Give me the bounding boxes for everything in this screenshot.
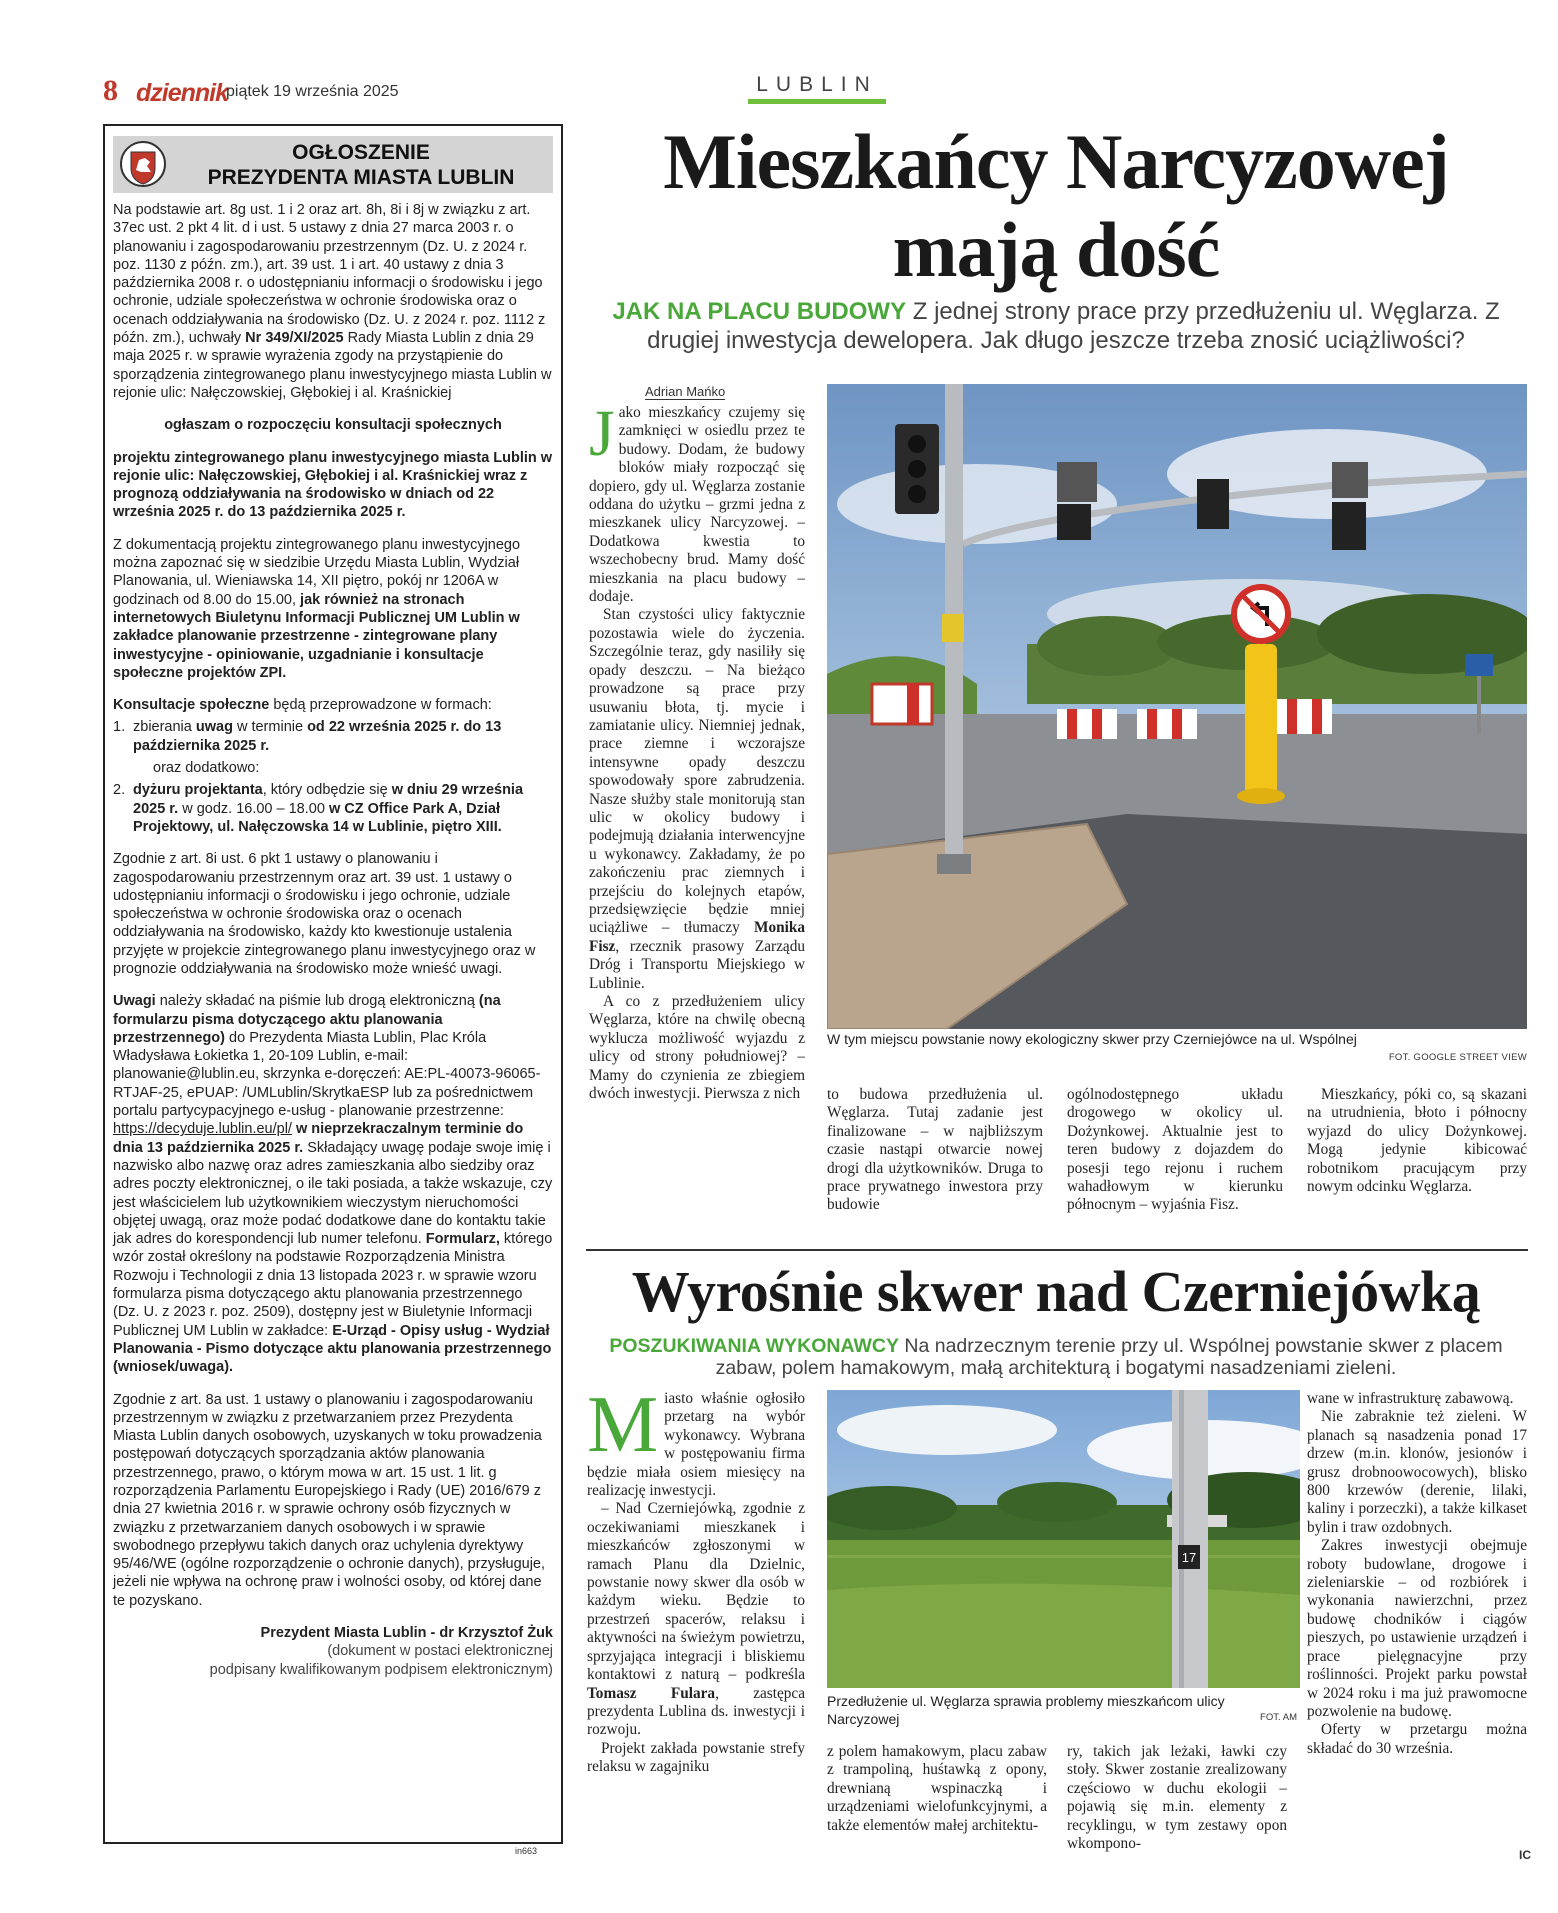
- consultation-item-2: 2. dyżuru projektanta, który odbędzie się w dniu 29 września 2025 r. w godz. 16.00 – 18.00 w CZ Office Park A, Dział Projektowy, ul. Nałęczowska 14 w Lublinie, piętro XIII.: [113, 782, 524, 835]
- article1-dropcap: J: [589, 397, 615, 470]
- article1-headline-line2: mają dość: [892, 206, 1220, 293]
- article2-column-2: z polem hamakowym, placu zabaw z trampoliną, huśtawką z opony, drewnianą wspinaczką i urządzeniami wielofunkcyjnymi, a także elementów małej architektu-: [827, 1743, 1047, 1834]
- article2-photo: [827, 1390, 1300, 1688]
- issue-date: piątek 19 września 2025: [226, 83, 399, 100]
- pole-number: 17: [1181, 1550, 1197, 1565]
- article1-lead: JAK NA PLACU BUDOWY Z jednej strony prace przy przedłużeniu ul. Węglarza. Z drugiej inwestycja dewelopera. Jak długo jeszcze trzeba znosić uciążliwości?: [612, 298, 1500, 354]
- article2-column-1: Miasto właśnie ogłosiło przetarg na wybór wykonawcy. Wybrana w postępowaniu firma będzie miała osiem miesięcy na realizację inwestycji. – Nad Czerniejówką, zgodnie z oczekiwaniami mieszkanek i mieszkańców zgłoszonymi w ramach Planu dla Dzielnic, powstanie nowy skwer dla osób w każdym wieku. Będzie to przestrzeń spacerów, relaksu i aktywności na świeżym powietrzu, sprzyjająca integracji i bliskiemu kontaktowi z naturą – podkreśla Tomasz Fulara, zastępca prezydenta Lublina ds. inwestycji i rozwoju. Projekt zakłada powstanie strefy relaksu w zagajniku: [587, 1381, 806, 1776]
- consultation-item-1: 1. zbierania uwag w terminie od 22 września 2025 r. do 13 października 2025 r.: [113, 719, 502, 754]
- consultation-lead: ogłaszam o rozpoczęciu konsultacji społecznych: [164, 417, 502, 434]
- newspaper-logo: dziennik: [136, 79, 229, 107]
- city-crest-icon: [119, 140, 167, 188]
- signature-note-2: podpisany kwalifikowanym podpisem elektronicznym): [209, 1661, 553, 1678]
- article1-column-1: Jako mieszkańcy czujemy się zamknięci w osiedlu przez te budowy. Dodam, że budowy bloków miały rozpocząć się dopiero, gdy ul. Węglarza zostanie oddana do użytku – grzmi jedna z mieszkanek ulicy Narcyzowej. – Dodatkowa kwestia to wszechobecny brud. Mamy dość mieszkania na placu budowy – dodaje. Stan czystości ulicy faktycznie pozostawia wiele do życzenia. Szczególnie teraz, gdy nasiliły się opady deszczu. – Na bieżąco prowadzone są prace przy usuwaniu błota, tj. mycie i zamiatanie ulicy. Niemniej jednak, prace ziemne i wczorajsze intensywne opady deszczu spowodowały spore zabrudzenia. Nasze służby stale monitorują stan ulic w okolicy budowy i podejmują działania interwencyjne u wykonawcy. Zakładamy, że po zakończeniu prac ziemnych i przejściu do kolejnych etapów, przedsięwzięcie będzie mniej uciążliwe – tłumaczy Monika Fisz, rzecznik prasowy Zarządu Dróg i Transportu Miejskiego w Lublinie. A co z przedłużeniem ulicy Węglarza, które na chwilę obecną wyklucza możliwość wyjazdu z ulicy od strony południowej? – Mamy do czynienia ze zbiegiem dwóch inwestycji. Pierwsza z nich: [589, 397, 806, 1103]
- signature: Prezydent Miasta Lublin - dr Krzysztof Żuk: [260, 1625, 553, 1642]
- project-statement: projektu zintegrowanego planu inwestycyjnego miasta Lublin w rejonie ulic: Nałęczowskiej, Głębokiej i al. Kraśnickiej wraz z prognozą oddziaływania na środowisko w dniach od 22 września 2025 r. do 13 października 2025 r.: [113, 449, 553, 521]
- page-number: 8: [103, 74, 118, 107]
- article1-author: Adrian Mańko: [645, 384, 726, 399]
- announcement-title-line2: PREZYDENTA MIASTA LUBLIN: [207, 166, 515, 189]
- consultation-forms: Konsultacje społeczne będą przeprowadzone w formach:: [113, 697, 492, 714]
- article1-headline-line1: Mieszkańcy Narcyzowej: [663, 118, 1449, 205]
- objection-procedure: Uwagi należy składać na piśmie lub drogą elektroniczną (na formularzu pisma dotyczącego aktu planowania przestrzennego) do Prezydenta Miasta Lublin, Plac Króla Władysława Łokietka 1, 20-109 Lublin, e-mail: planowanie@lublin.eu, skrzynka e-doręczeń: AE:PL-40073-96065-RTJAF-25, ePUAP: /UMLublin/SkrytkaESP lub za pośrednictwem portalu partycypacyjnego e-usług - planowanie przestrzenne: https://decyduje.lublin.eu/pl/ w nieprzekraczalnym terminie do dnia 13 października 2025 r. Składający uwagę podaje swoje imię i nazwisko albo nazwę oraz adres zamieszkania albo siedziby oraz adres poczty elektronicznej, o ile taki posiada, a także wskazuje, czy jest właścicielem lub użytkownikiem wieczystym nieruchomości objętej uwagą, oraz może podać dodatkowe dane do kontaktu takie jak adres do korespondencji lub numer telefonu. Formularz, którego wzór został określony na podstawie Rozporządzenia Ministra Rozwoju i Technologii z dnia 13 listopada 2023 r. w sprawie wzoru formularza pisma dotyczącego aktu planowania przestrzennego (Dz. U. z 2023 r. poz. 2509), dostępny jest w Biuletynie Informacji Publicznej UM Lublin w zakładce: E-Urząd - Opisy usług - Wydział Planowania - Pismo dotyczące aktu planowania przestrzennego (wniosek/uwaga).: [113, 993, 553, 1376]
- consultation-item-mid: oraz dodatkowo:: [153, 760, 260, 777]
- article2-column-3: ry, takich jak leżaki, ławki czy stoły. Skwer zostanie zrealizowany częściowo w duchu ekologii – pojawią się m.in. elementy z recyklingu, w tym zestawy opon wkompono-: [1067, 1743, 1287, 1853]
- article1-column-3: ogólnodostępnego układu drogowego w okolicy ul. Dożynkowej. Aktualnie jest to teren budowy z dojazdem do posesji tego rejonu i ruchem wahadłowym w kierunku północnym – wyjaśnia Fisz.: [1067, 1086, 1283, 1214]
- article1-photo-credit: FOT. GOOGLE STREET VIEW: [1388, 1052, 1527, 1063]
- signature-note-1: (dokument w postaci elektronicznej: [327, 1643, 553, 1660]
- article1-photo-caption: W tym miejscu powstanie nowy ekologiczny skwer przy Czerniejówce na ul. Wspólnej: [827, 1031, 1357, 1047]
- article-divider: [586, 1249, 1528, 1251]
- article1-column-2: to budowa przedłużenia ul. Węglarza. Tutaj zadanie jest finalizowane – w najbliższym czasie nastąpi otwarcie nowej drogi dla użytkowników. Druga to prace prywatnego inwestora przy budowie: [827, 1086, 1043, 1214]
- article2-lead: POSZUKIWANIA WYKONAWCY Na nadrzecznym terenie przy ul. Wspólnej powstanie skwer z placem zabaw, polem hamakowym, małą architekturą i bogatymi nasadzeniami zieleni.: [609, 1335, 1503, 1379]
- legal-basis: Na podstawie art. 8g ust. 1 i 2 oraz art. 8h, 8i i 8j w związku z art. 37ec ust. 2 pkt 4 lit. d i ust. 5 ustawy z dnia 27 marca 2003 r. o planowaniu i zagospodarowaniu przestrzennym (Dz. U. z 2024 r. poz. 1130 z późn. zm.), art. 39 ust. 1 i art. 40 ustawy z dnia 3 października 2008 r. o udostępnianiu informacji o środowisku i jego ochronie, udziale społeczeństwa w ochronie środowiska oraz o ocenach oddziaływania na środowisko (Dz. U. z 2024 r. poz. 1112 z późn. zm.), uchwały Nr 349/XI/2025 Rady Miasta Lublin z dnia 29 maja 2025 r. w sprawie wyrażenia zgody na przystąpienie do sporządzenia zintegrowanego planu inwestycyjnego miasta Lublin w rejonie ulic: Nałęczowskiej, Głębokiej i al. Kraśnickiej: [113, 202, 552, 401]
- announcement-title: [173, 140, 549, 190]
- article2-headline: Wyrośnie skwer nad Czerniejówką: [631, 1259, 1481, 1324]
- article2-kicker: POSZUKIWANIA WYKONAWCY: [609, 1335, 899, 1357]
- article1-photo: [827, 384, 1527, 1029]
- author-initials: IC: [1519, 1848, 1531, 1862]
- ad-code: in663: [515, 1846, 538, 1856]
- documentation-info: Z dokumentacją projektu zintegrowanego planu inwestycyjnego można zapoznać się w siedzibie Urzędu Miasta Lublin, Wydział Planowania, ul. Wieniawska 14, XII piętro, pokój nr 1206A w godzinach od 8.00 do 15.00, jak również na stronach internetowych Biuletynu Informacji Publicznej UM Lublin w zakładce planowanie przestrzenne - zintegrowane plany inwestycyjne - opiniowanie, uzgadnianie i konsultacje społeczne projektów ZPI.: [113, 536, 521, 681]
- announcement-header: [113, 136, 553, 193]
- announcement-title-line1: OGŁOSZENIE: [292, 141, 430, 164]
- article2-photo-credit: FOT. AM: [1260, 1712, 1297, 1723]
- article1-column-4: Mieszkańcy, póki co, są skazani na utrudnienia, błoto i północny wyjazd do ulicy Dożynkowej. Mogą jedynie kibicować robotnikom pracującym przy nowym odcinku Węglarza.: [1307, 1086, 1527, 1196]
- article1-kicker: JAK NA PLACU BUDOWY: [612, 298, 907, 325]
- consultation-portal-link[interactable]: https://decyduje.lublin.eu/pl/: [113, 1121, 292, 1138]
- article1-headline: [586, 118, 1526, 294]
- article2-dropcap: M: [587, 1381, 659, 1469]
- gdpr-notice: Zgodnie z art. 8a ust. 1 ustawy o planowaniu i zagospodarowaniu przestrzennym w związku z przetwarzaniem przez Prezydenta Miasta Lublin danych osobowych, uzyskanych w toku prowadzenia postępowań dotyczących sporządzania aktów planowania przestrzennego, prawo, o którym mowa w art. 15 ust. 1 lit. g rozporządzenia Parlamentu Europejskiego i Rady (UE) 2016/679 z dnia 27 kwietnia 2016 r. w sprawie ochrony osób fizycznych w związku z przetwarzaniem danych osobowych i w sprawie swobodnego przepływu takich danych oraz uchylenia dyrektywy 95/46/WE (ogólne rozporządzenie o ochronie danych), przysługuje, jeżeli nie wpływa na ochronę praw i wolności osoby, od której dane te pozyskano.: [113, 1391, 546, 1609]
- objection-right: Zgodnie z art. 8i ust. 6 pkt 1 ustawy o planowaniu i zagospodarowaniu przestrzennym oraz art. 39 ust. 1 ustawy o udostępnianiu informacji o środowisku i jego ochronie, udziale społeczeństwa w ochronie środowiska oraz o ocenach oddziaływania na środowisko, każdy kto kwestionuje ustalenia przyjęte w projekcie zintegrowanego planu inwestycyjnego oraz w prognozie oddziaływania na środowisko może wnieść uwagi.: [113, 851, 536, 977]
- article2-photo-caption: Przedłużenie ul. Węglarza sprawia problemy mieszkańcom ulicy Narcyzowej: [827, 1693, 1225, 1727]
- official-announcement: [103, 124, 563, 1844]
- section-label: LUBLIN: [748, 73, 886, 104]
- article2-column-4: wane w infrastrukturę zabawową. Nie zabraknie też zieleni. W planach są nasadzenia ponad 17 drzew (m.in. klonów, jesionów i grusz drobnoowocowych), blisko 800 krzewów (derenie, lilaki, kaliny i porzeczki), a także kilkaset bylin i traw ozdobnych. Zakres inwestycji obejmuje roboty budowlane, drogowe i zieleniarskie – od rozbiórek i wykonania nawierzchni, przez budowę chodników i ciągów pieszych, po ustawienie urządzeń i prace pielęgnacyjne przy roślinności. Projekt parku powstał w 2024 roku i ma już prawomocne pozwolenie na budowę. Oferty w przetargu można składać do 30 września.: [1307, 1390, 1527, 1757]
